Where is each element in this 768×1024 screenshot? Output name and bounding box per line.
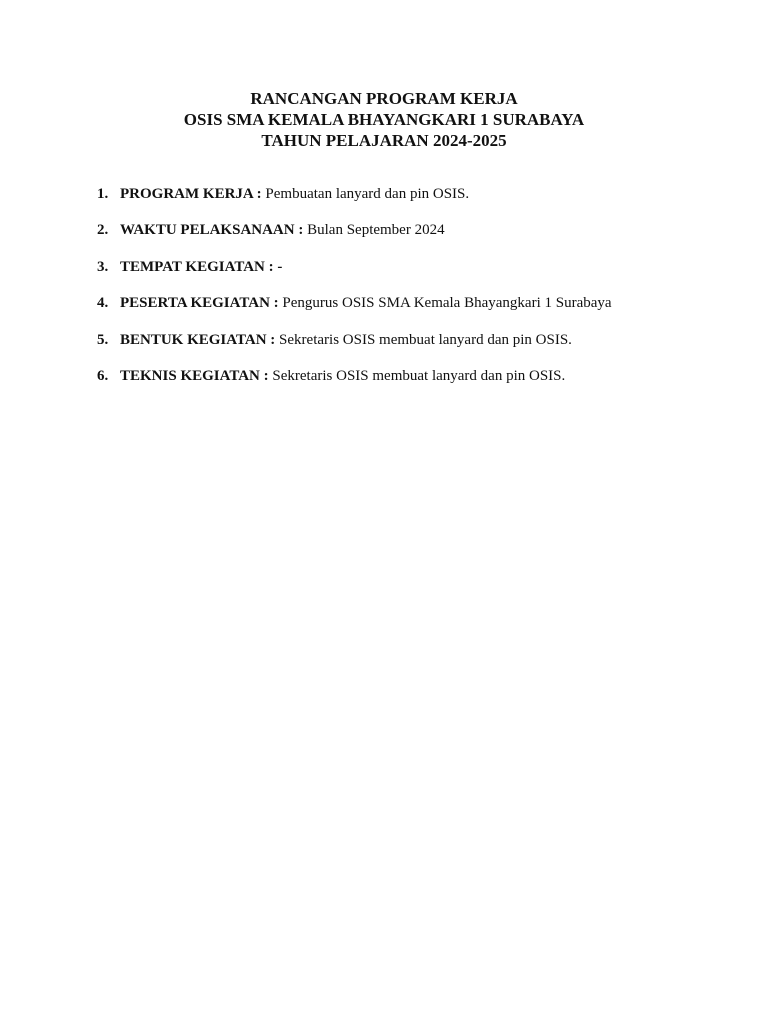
item-value: Pengurus OSIS SMA Kemala Bhayangkari 1 Surabaya: [282, 295, 612, 312]
document-title: [0, 88, 768, 151]
program-details-list: [97, 184, 717, 402]
item-number: 1.: [97, 186, 109, 202]
item-label: BENTUK KEGIATAN :: [120, 331, 276, 348]
item-value: Sekretaris OSIS membuat lanyard dan pin OSIS.: [279, 331, 572, 348]
item-label: PESERTA KEGIATAN :: [120, 295, 279, 312]
list-item-program-kerja: [97, 184, 717, 220]
list-item-peserta-kegiatan: [97, 293, 717, 329]
item-label: TEKNIS KEGIATAN :: [120, 367, 269, 384]
title-line-3: TAHUN PELAJARAN 2024-2025: [261, 131, 507, 150]
list-item-bentuk-kegiatan: [97, 330, 717, 366]
list-item-tempat-kegiatan: [97, 257, 717, 293]
item-label: WAKTU PELAKSANAAN :: [120, 222, 304, 239]
item-number: 6.: [97, 367, 109, 384]
item-value: Pembuatan lanyard dan pin OSIS.: [265, 186, 470, 202]
title-line-2: OSIS SMA KEMALA BHAYANGKARI 1 SURABAYA: [183, 110, 585, 129]
item-number: 5.: [97, 331, 109, 348]
list-item-teknis-kegiatan: [97, 366, 717, 402]
item-label: PROGRAM KERJA :: [120, 186, 262, 202]
item-value: Bulan September 2024: [307, 222, 445, 239]
list-item-waktu-pelaksanaan: [97, 220, 717, 256]
title-line-1: RANCANGAN PROGRAM KERJA: [250, 89, 518, 108]
item-number: 4.: [97, 295, 109, 312]
item-number: 2.: [97, 222, 109, 239]
item-number: 3.: [97, 258, 109, 275]
item-value: Sekretaris OSIS membuat lanyard dan pin OSIS.: [272, 367, 566, 384]
item-label: TEMPAT KEGIATAN : -: [120, 258, 283, 275]
